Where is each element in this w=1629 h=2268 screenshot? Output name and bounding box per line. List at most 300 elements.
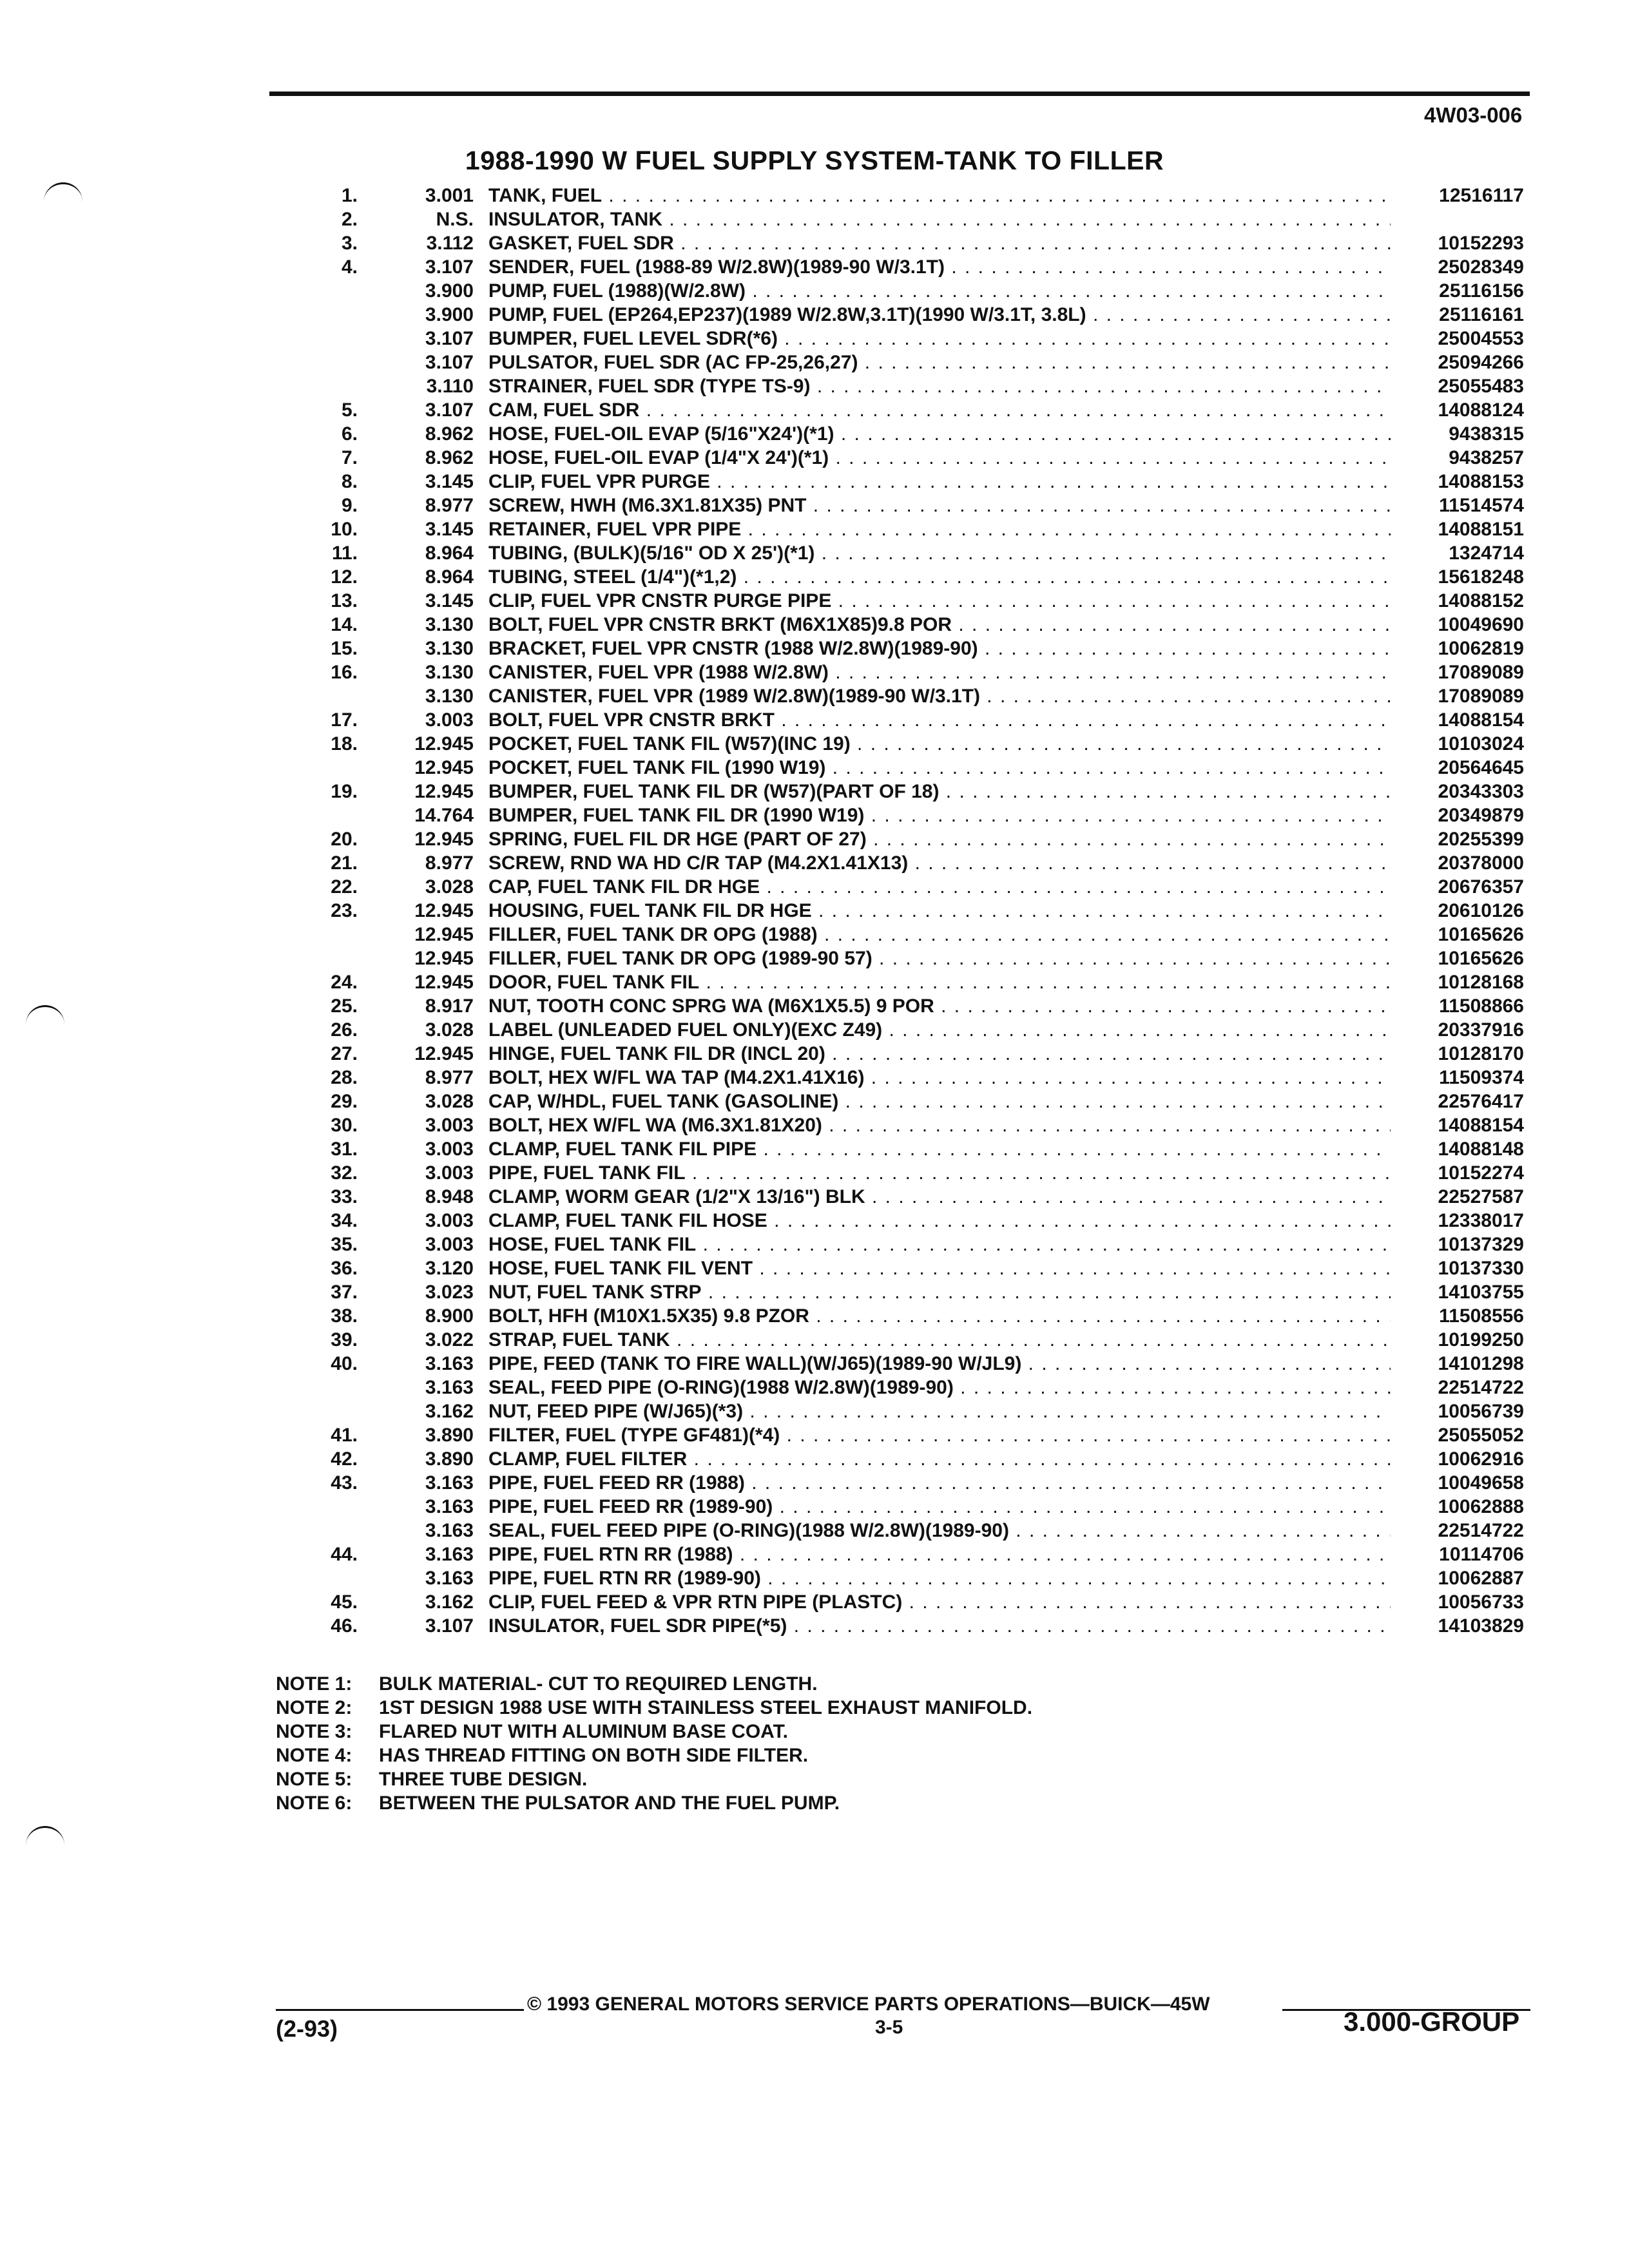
- ref-number: 26.: [331, 1019, 358, 1041]
- top-rule: [269, 91, 1530, 96]
- part-detail: , FUEL TANK FIL DR (1990 W19): [572, 805, 865, 826]
- group-number: 8.962: [425, 447, 474, 468]
- ref-number: 20.: [331, 829, 358, 850]
- ref-number: 6.: [341, 423, 358, 445]
- ref-number: 12.: [331, 566, 358, 588]
- ref-number: 27.: [331, 1043, 358, 1064]
- part-description: [488, 1090, 1391, 1113]
- part-detail: , WORM GEAR (1/2"X 13/16") BLK: [554, 1186, 865, 1207]
- part-number: 10165626: [1438, 948, 1524, 969]
- parts-row: [0, 303, 1629, 327]
- part-name: HOSE: [488, 447, 544, 468]
- parts-row: [0, 1185, 1629, 1209]
- part-number: 20564645: [1438, 757, 1524, 778]
- ref-number: 14.: [331, 614, 358, 635]
- part-description: [488, 780, 1391, 803]
- part-number: 15618248: [1438, 566, 1524, 588]
- note: [276, 1744, 1032, 1767]
- part-detail: , FUEL TANK FIL: [546, 972, 700, 993]
- part-name: NUT: [488, 1282, 526, 1303]
- part-number: 9438315: [1449, 423, 1524, 445]
- part-description: [488, 899, 1391, 923]
- group-number: 14.764: [414, 805, 474, 826]
- part-number: 11508866: [1439, 995, 1524, 1017]
- parts-row: [0, 327, 1629, 351]
- ref-number: 38.: [331, 1305, 358, 1327]
- parts-row: [0, 732, 1629, 756]
- part-name: HOUSING: [488, 900, 579, 921]
- part-description: [488, 1566, 1391, 1590]
- note-label: NOTE 5:: [276, 1769, 352, 1790]
- part-name: BOLT: [488, 1115, 538, 1136]
- group-number: 8.977: [425, 1067, 474, 1088]
- part-name: STRAINER: [488, 376, 588, 397]
- part-name: SCREW: [488, 495, 560, 516]
- parts-row: [0, 803, 1629, 827]
- part-name: BOLT: [488, 709, 538, 731]
- part-description: [488, 184, 1391, 207]
- ref-number: 31.: [331, 1139, 358, 1160]
- part-description: [488, 851, 1391, 875]
- part-name: PUMP: [488, 304, 542, 325]
- parts-list: [0, 184, 1629, 1638]
- group-number: 3.145: [425, 471, 474, 492]
- part-name: INSULATOR: [488, 1615, 600, 1637]
- note-label: NOTE 2:: [276, 1697, 352, 1718]
- part-detail: , FUEL FEED RR (1988): [532, 1472, 745, 1494]
- group-number: 12.945: [414, 1043, 474, 1064]
- part-detail: , FUEL TANK FIL (1990 W19): [566, 757, 826, 778]
- parts-row: [0, 1113, 1629, 1137]
- part-detail: , FUEL TANK FIL: [532, 1162, 686, 1184]
- part-name: CLAMP: [488, 1448, 555, 1470]
- group-number: 12.945: [414, 900, 474, 921]
- part-name: CAP: [488, 1091, 527, 1112]
- part-detail: , FUEL-OIL EVAP (5/16"X24')(*1): [543, 423, 834, 445]
- part-description: [488, 1614, 1391, 1638]
- parts-row: [0, 351, 1629, 374]
- group-number: 3.890: [425, 1448, 474, 1470]
- group-number: 3.107: [425, 256, 474, 278]
- group-number: 3.107: [425, 1615, 474, 1637]
- ref-number: 30.: [331, 1115, 358, 1136]
- part-detail: , FUEL VPR CNSTR (1988 W/2.8W)(1989-90): [581, 638, 978, 659]
- part-name: FILLER: [488, 924, 556, 945]
- note-text: BULK MATERIAL- CUT TO REQUIRED LENGTH.: [379, 1673, 818, 1695]
- group-number: 12.945: [414, 924, 474, 945]
- part-description: [488, 470, 1391, 494]
- part-description: [488, 1590, 1391, 1614]
- parts-row: [0, 1614, 1629, 1638]
- parts-row: [0, 1447, 1629, 1471]
- part-description: [488, 947, 1391, 970]
- ref-number: 8.: [341, 471, 358, 492]
- parts-row: [0, 589, 1629, 613]
- group-number: 8.977: [425, 852, 474, 874]
- parts-row: [0, 923, 1629, 947]
- part-detail: , FUEL FEED RR (1989-90): [532, 1496, 773, 1517]
- part-description: [488, 1399, 1391, 1423]
- group-number: 3.162: [425, 1401, 474, 1422]
- part-number: 12516117: [1439, 185, 1524, 206]
- ref-number: 23.: [331, 900, 358, 921]
- document-number: 4W03-006: [1424, 103, 1523, 127]
- parts-row: [0, 231, 1629, 255]
- part-name: TUBING: [488, 543, 563, 564]
- parts-row: [0, 1304, 1629, 1328]
- part-number: 14088154: [1438, 709, 1524, 731]
- part-name: TUBING: [488, 566, 563, 588]
- parts-row: [0, 1328, 1629, 1352]
- part-number: 10062819: [1438, 638, 1524, 659]
- part-name: HOSE: [488, 1258, 544, 1279]
- part-detail: , FUEL TANK STRP: [526, 1282, 702, 1303]
- ref-number: 46.: [331, 1615, 358, 1637]
- part-description: [488, 1185, 1391, 1209]
- ref-number: 29.: [331, 1091, 358, 1112]
- part-detail: , FUEL TANK FIL HOSE: [554, 1210, 767, 1231]
- part-number: 14088151: [1438, 519, 1524, 540]
- part-description: [488, 1233, 1391, 1256]
- ref-number: 32.: [331, 1162, 358, 1184]
- part-number: 14103829: [1438, 1615, 1524, 1637]
- part-name: SCREW: [488, 852, 560, 874]
- part-detail: , FEED (TANK TO FIRE WALL)(W/J65)(1989-90 W/JL9): [532, 1353, 1022, 1374]
- part-description: [488, 494, 1391, 517]
- part-name: GASKET: [488, 233, 567, 254]
- group-number: 3.107: [425, 352, 474, 373]
- part-name: BOLT: [488, 1067, 538, 1088]
- part-detail: , FEED PIPE (W/J65)(*3): [526, 1401, 744, 1422]
- parts-row: [0, 279, 1629, 303]
- ref-number: 10.: [331, 519, 358, 540]
- part-name: CLIP: [488, 471, 530, 492]
- parts-row: [0, 184, 1629, 207]
- part-description: [488, 517, 1391, 541]
- part-description: [488, 446, 1391, 470]
- part-name: NUT: [488, 995, 526, 1017]
- part-number: 10128168: [1438, 972, 1524, 993]
- group-number: 3.107: [425, 328, 474, 349]
- part-description: [488, 970, 1391, 994]
- part-number: 22527587: [1438, 1186, 1524, 1207]
- part-detail: , HEX W/FL WA (M6.3X1.81X20): [537, 1115, 822, 1136]
- part-description: [488, 637, 1391, 660]
- ref-number: 40.: [331, 1353, 358, 1374]
- ref-number: 22.: [331, 876, 358, 898]
- part-name: FILLER: [488, 948, 556, 969]
- part-number: 25116161: [1439, 304, 1524, 325]
- part-detail: , FUEL TANK: [551, 1329, 670, 1350]
- footer-date: (2-93): [276, 2015, 338, 2042]
- part-description: [488, 708, 1391, 732]
- parts-row: [0, 1590, 1629, 1614]
- part-number: 10056739: [1438, 1401, 1524, 1422]
- group-number: 3.028: [425, 876, 474, 898]
- part-number: 10152293: [1438, 233, 1524, 254]
- note-text: HAS THREAD FITTING ON BOTH SIDE FILTER.: [379, 1745, 809, 1766]
- part-description: [488, 1113, 1391, 1137]
- part-number: 14088152: [1438, 590, 1524, 611]
- part-name: DOOR: [488, 972, 546, 993]
- part-number: 25055483: [1438, 376, 1524, 397]
- part-name: CLAMP: [488, 1139, 555, 1160]
- part-description: [488, 1376, 1391, 1399]
- ref-number: 41.: [331, 1425, 358, 1446]
- page-title: 1988-1990 W FUEL SUPPLY SYSTEM-TANK TO FILLER: [465, 146, 1164, 175]
- part-description: [488, 803, 1391, 827]
- part-name: PIPE: [488, 1162, 533, 1184]
- part-description: [488, 994, 1391, 1018]
- part-number: 12338017: [1438, 1210, 1524, 1231]
- part-number: 14088124: [1438, 399, 1524, 421]
- part-detail: , FUEL RTN RR (1989-90): [532, 1568, 761, 1589]
- ref-number: 19.: [331, 781, 358, 802]
- parts-row: [0, 1399, 1629, 1423]
- group-number: 8.948: [425, 1186, 474, 1207]
- ref-number: 43.: [331, 1472, 358, 1494]
- part-detail: , FUEL VPR (1988 W/2.8W): [587, 662, 829, 683]
- part-number: 17089089: [1438, 662, 1524, 683]
- part-name: PIPE: [488, 1544, 533, 1565]
- group-number: 3.162: [425, 1591, 474, 1613]
- part-name: POCKET: [488, 757, 567, 778]
- part-detail: , FUEL RTN RR (1988): [532, 1544, 733, 1565]
- part-detail: , FUEL FIL DR HGE (PART OF 27): [563, 829, 867, 850]
- part-name: SPRING: [488, 829, 563, 850]
- part-name: PIPE: [488, 1472, 533, 1494]
- parts-row: [0, 1352, 1629, 1376]
- part-description: [488, 541, 1391, 565]
- part-detail: , FUEL TANK FIL DR HGE: [526, 876, 760, 898]
- parts-row: [0, 1042, 1629, 1066]
- group-number: 3.028: [425, 1019, 474, 1041]
- part-description: [488, 1423, 1391, 1447]
- parts-row: [0, 899, 1629, 923]
- notes-section: [276, 1672, 1032, 1815]
- parts-row: [0, 947, 1629, 970]
- parts-row: [0, 1495, 1629, 1519]
- footer-copyright: © 1993 GENERAL MOTORS SERVICE PARTS OPERATIONS—BUICK—45W: [527, 1994, 1210, 2015]
- group-number: 3.130: [425, 662, 474, 683]
- part-description: [488, 351, 1391, 374]
- ref-number: 7.: [341, 447, 358, 468]
- part-description: [488, 1542, 1391, 1566]
- part-detail: , FUEL TANK FIL: [543, 1234, 697, 1255]
- group-number: 3.107: [425, 399, 474, 421]
- part-name: CLAMP: [488, 1186, 555, 1207]
- ref-number: 33.: [331, 1186, 358, 1207]
- part-name: CLIP: [488, 1591, 530, 1613]
- part-number: 10152274: [1438, 1162, 1524, 1184]
- part-description: [488, 1280, 1391, 1304]
- part-number: 10114706: [1439, 1544, 1524, 1565]
- part-name: BUMPER: [488, 805, 573, 826]
- part-number: 10137329: [1438, 1234, 1524, 1255]
- part-description: [488, 255, 1391, 279]
- part-detail: , FUEL TANK FIL PIPE: [554, 1139, 757, 1160]
- part-detail: , FUEL (TYPE GF481)(*4): [554, 1425, 780, 1446]
- part-detail: , TANK: [599, 209, 662, 230]
- group-number: 8.977: [425, 495, 474, 516]
- parts-row: [0, 470, 1629, 494]
- part-detail: , FUEL VPR PIPE: [586, 519, 742, 540]
- part-number: 10056733: [1438, 1591, 1524, 1613]
- parts-row: [0, 1566, 1629, 1590]
- part-description: [488, 422, 1391, 446]
- part-description: [488, 1328, 1391, 1352]
- part-description: [488, 1161, 1391, 1185]
- note-label: NOTE 4:: [276, 1745, 352, 1766]
- group-number: 3.023: [425, 1282, 474, 1303]
- group-number: 3.003: [425, 1139, 474, 1160]
- part-name: TANK: [488, 185, 541, 206]
- part-number: 14088148: [1438, 1139, 1524, 1160]
- part-detail: , FUEL (1988-89 W/2.8W)(1989-90 W/3.1T): [569, 256, 945, 278]
- ref-number: 2.: [341, 209, 358, 230]
- part-name: BRACKET: [488, 638, 581, 659]
- parts-row: [0, 398, 1629, 422]
- ref-number: 42.: [331, 1448, 358, 1470]
- part-number: 10062888: [1438, 1496, 1524, 1517]
- part-description: [488, 303, 1391, 327]
- part-name: SEAL: [488, 1377, 541, 1398]
- group-number: 3.163: [425, 1568, 474, 1589]
- part-detail: , FUEL TANK DR OPG (1989-90 57): [556, 948, 872, 969]
- part-number: 10103024: [1438, 733, 1524, 754]
- parts-row: [0, 1542, 1629, 1566]
- part-description: [488, 1352, 1391, 1376]
- parts-row: [0, 541, 1629, 565]
- parts-row: [0, 565, 1629, 589]
- part-description: [488, 875, 1391, 899]
- part-detail: , FUEL TANK DR OPG (1988): [556, 924, 818, 945]
- parts-row: [0, 374, 1629, 398]
- note-label: NOTE 6:: [276, 1792, 352, 1814]
- ref-number: 5.: [341, 399, 358, 421]
- ref-number: 34.: [331, 1210, 358, 1231]
- part-name: PIPE: [488, 1496, 533, 1517]
- ref-number: 11.: [331, 543, 358, 564]
- parts-row: [0, 613, 1629, 637]
- group-number: 8.917: [425, 995, 474, 1017]
- parts-row: [0, 1137, 1629, 1161]
- part-name: INSULATOR: [488, 209, 600, 230]
- group-number: 3.145: [425, 519, 474, 540]
- ref-number: 36.: [331, 1258, 358, 1279]
- part-number: 25004553: [1438, 328, 1524, 349]
- parts-row: [0, 660, 1629, 684]
- part-detail: (UNLEADED FUEL ONLY)(EXC Z49): [552, 1019, 883, 1041]
- part-name: STRAP: [488, 1329, 552, 1350]
- group-number: 12.945: [414, 948, 474, 969]
- parts-row: [0, 1066, 1629, 1090]
- part-name: LABEL: [488, 1019, 553, 1041]
- parts-row: [0, 875, 1629, 899]
- part-detail: , FUEL TANK FIL DR (W57)(PART OF 18): [572, 781, 940, 802]
- part-number: 22514722: [1438, 1377, 1524, 1398]
- part-description: [488, 1471, 1391, 1495]
- part-description: [488, 613, 1391, 637]
- part-detail: , FUEL SDR: [566, 233, 674, 254]
- part-description: [488, 231, 1391, 255]
- part-detail: , FEED PIPE (O-RING)(1988 W/2.8W)(1989-90): [540, 1377, 954, 1398]
- part-number: 10062916: [1438, 1448, 1524, 1470]
- part-number: 11508556: [1439, 1305, 1524, 1327]
- part-number: 20337916: [1438, 1019, 1524, 1041]
- part-detail: , FUEL VPR PURGE: [530, 471, 710, 492]
- ref-number: 25.: [331, 995, 358, 1017]
- ref-number: 16.: [331, 662, 358, 683]
- group-number: 8.962: [425, 423, 474, 445]
- ref-number: 17.: [331, 709, 358, 731]
- group-number: 3.130: [425, 686, 474, 707]
- part-description: [488, 732, 1391, 756]
- ref-number: 15.: [331, 638, 358, 659]
- part-name: CAP: [488, 876, 527, 898]
- parts-row: [0, 446, 1629, 470]
- binder-hole-mark: [26, 1826, 64, 1846]
- part-description: [488, 327, 1391, 351]
- part-description: [488, 684, 1391, 708]
- part-number: 14088153: [1438, 471, 1524, 492]
- group-number: 3.163: [425, 1472, 474, 1494]
- parts-row: [0, 827, 1629, 851]
- part-number: 14088154: [1438, 1115, 1524, 1136]
- ref-number: 39.: [331, 1329, 358, 1350]
- footer-rule-left: [276, 2009, 524, 2011]
- part-description: [488, 1495, 1391, 1519]
- group-number: 3.001: [425, 185, 474, 206]
- part-number: 17089089: [1438, 686, 1524, 707]
- ref-number: 35.: [331, 1234, 358, 1255]
- parts-row: [0, 1256, 1629, 1280]
- part-number: 11514574: [1439, 495, 1524, 516]
- part-detail: , FUEL SDR (TYPE TS-9): [587, 376, 811, 397]
- part-detail: , FUEL TANK FIL DR HGE: [579, 900, 812, 921]
- part-number: 10128170: [1438, 1043, 1524, 1064]
- ref-number: 44.: [331, 1544, 358, 1565]
- part-number: 20676357: [1438, 876, 1524, 898]
- group-number: 3.145: [425, 590, 474, 611]
- group-number: 12.945: [414, 972, 474, 993]
- parts-row: [0, 1018, 1629, 1042]
- group-number: 3.900: [425, 280, 474, 302]
- part-name: FILTER: [488, 1425, 555, 1446]
- part-number: 10199250: [1438, 1329, 1524, 1350]
- group-number: 12.945: [414, 781, 474, 802]
- part-description: [488, 565, 1391, 589]
- part-detail: , FUEL TANK FIL (W57)(INC 19): [566, 733, 851, 754]
- part-name: BUMPER: [488, 781, 573, 802]
- group-number: 3.112: [426, 233, 474, 254]
- parts-row: [0, 1376, 1629, 1399]
- part-number: 1324714: [1449, 543, 1524, 564]
- part-number: 25028349: [1438, 256, 1524, 278]
- parts-row: [0, 756, 1629, 780]
- parts-row: [0, 1519, 1629, 1542]
- part-name: SENDER: [488, 256, 570, 278]
- group-number: N.S.: [436, 209, 474, 230]
- part-name: SEAL: [488, 1520, 541, 1541]
- part-detail: , FUEL VPR CNSTR BRKT (M6X1X85)9.8 POR: [537, 614, 952, 635]
- parts-row: [0, 1471, 1629, 1495]
- note-text: BETWEEN THE PULSATOR AND THE FUEL PUMP.: [379, 1792, 840, 1814]
- part-name: BOLT: [488, 614, 538, 635]
- group-number: 3.163: [425, 1496, 474, 1517]
- part-number: 20349879: [1438, 805, 1524, 826]
- part-description: [488, 827, 1391, 851]
